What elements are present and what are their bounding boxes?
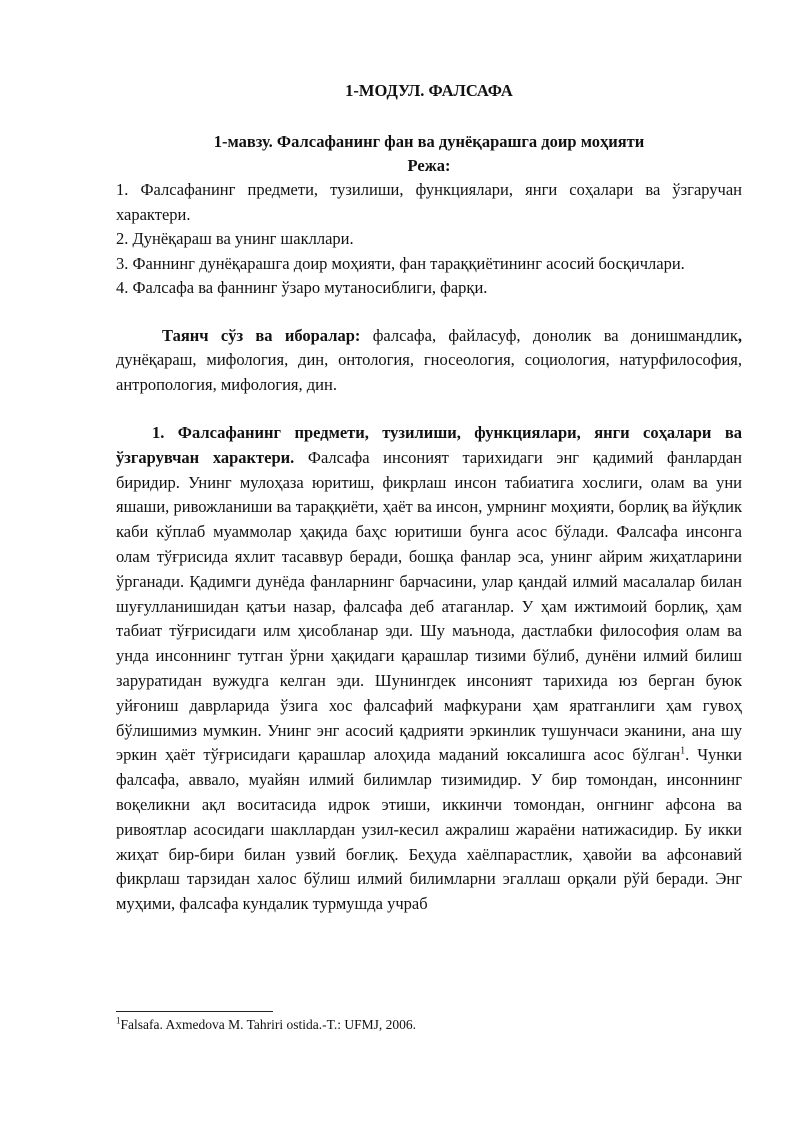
- keywords-comma: ,: [737, 325, 742, 345]
- topic-title: 1-мавзу. Фалсафанинг фан ва дунёқарашга доир моҳияти: [213, 132, 645, 151]
- plan-item-1: 1. Фалсафанинг предмети, тузилиши, функциялари, янги соҳалари ва ўзгаручан характери.: [116, 180, 742, 224]
- footnote: [116, 1016, 416, 1034]
- keywords-text-1: фалсафа, файласуф, донолик ва донишмандлик: [360, 325, 738, 345]
- section-1-body-a: Фалсафа инсоният тарихидаги энг қадимий фанлардан биридир. Унинг мулоҳаза юритиш, фикрлаш инсон табиатига хослиги, олам ва уни яшаши, ривожланиши ва тараққиёти, ҳаёт ва инсон, умрнинг моҳияти, борлиқ ва йўқлик каби кўплаб муаммолар ҳақида баҳс юритиши бунга асос бўлади. Фалсафа инсонга олам тўғрисида яхлит тасаввур беради, бошқа фанлар эса, унинг айрим жиҳатларини ўрганади. Қадимги дунёда фанларнинг барчасини, улар қандай илмий масалалар билан шуғулланишидан қатъи назар, фалсафа деб атаганлар. У ҳам ижтимоий борлиқ, ҳам табиат тўғрисидаги илм ҳисобланар эди. Шу маънода, дастлабки философия олам ва унда инсоннинг тутган ўрни ҳақидаги қарашлар тизими бўлиб, дунёни илмий билиш заруратидан вужудга келган эди. Шунингдек инсоният тарихида юз берган буюк уйғониш даврларида ўзига хос фалсафий мафкурани ҳам яратганлиги ҳам гувоҳ бўлишимиз мумкин. Унинг энг асосий қадрияти эркинлик тушунчаси эканини, ана шу эркин ҳаёт тўғрисидаги қарашлар алоҳида маданий юксалишга асос бўлган: [116, 447, 742, 765]
- plan-list: [116, 178, 742, 301]
- plan-item-4: 4. Фалсафа ва фаннинг ўзаро мутаносиблиги, фарқи.: [116, 278, 488, 297]
- plan-item-2: 2. Дунёқараш ва унинг шакллари.: [116, 229, 354, 248]
- keywords-paragraph: [116, 324, 742, 398]
- plan-heading: Режа:: [407, 156, 451, 175]
- keywords-label: Таянч сўз ва иборалар:: [162, 325, 361, 345]
- footnote-text: Falsafa. Axmedova M. Tahriri ostida.-T.: UFMJ, 2006.: [120, 1017, 417, 1032]
- section-1-body-b: . Чунки фалсафа, аввало, муайян илмий билимлар тизимидир. У бир томондан, инсоннинг воқеликни ақл воситасида идрок этиши, иккинчи томондан, онгнинг афсона ва ривоятлар асосидаги шакллардан узил-кесил ажралиш жараёни натижасидир. Бу икки жиҳат бир-бири билан узвий боғлиқ. Беҳуда хаёлпарастлик, ҳавойи ва афсонавий фикрлаш тарзидан халос бўлиш илмий билимларни эгаллаш орқали рўй беради. Энг муҳими, фалсафа кундалик турмушда учраб: [116, 745, 742, 914]
- plan-item-3: 3. Фаннинг дунёқарашга доир моҳияти, фан тараққиётининг асосий босқичлари.: [116, 253, 685, 273]
- footnote-separator: [116, 1011, 273, 1012]
- footnote-reference: 1: [680, 745, 686, 757]
- document-page: [116, 74, 742, 917]
- section-1-heading: 1. Фалсафанинг предмети, тузилиши, функциялари, янги соҳалари ва ўзгарувчан характери.: [116, 423, 742, 467]
- module-title: 1-МОДУЛ. ФАЛСАФА: [345, 81, 513, 100]
- section-1-paragraph: [116, 421, 742, 917]
- footnote-mark: 1: [116, 1015, 121, 1026]
- keywords-text-2: дунёқараш, мифология, дин, онтология, гносеология, социология, натурфилософия, антропология, мифология, дин.: [116, 350, 742, 394]
